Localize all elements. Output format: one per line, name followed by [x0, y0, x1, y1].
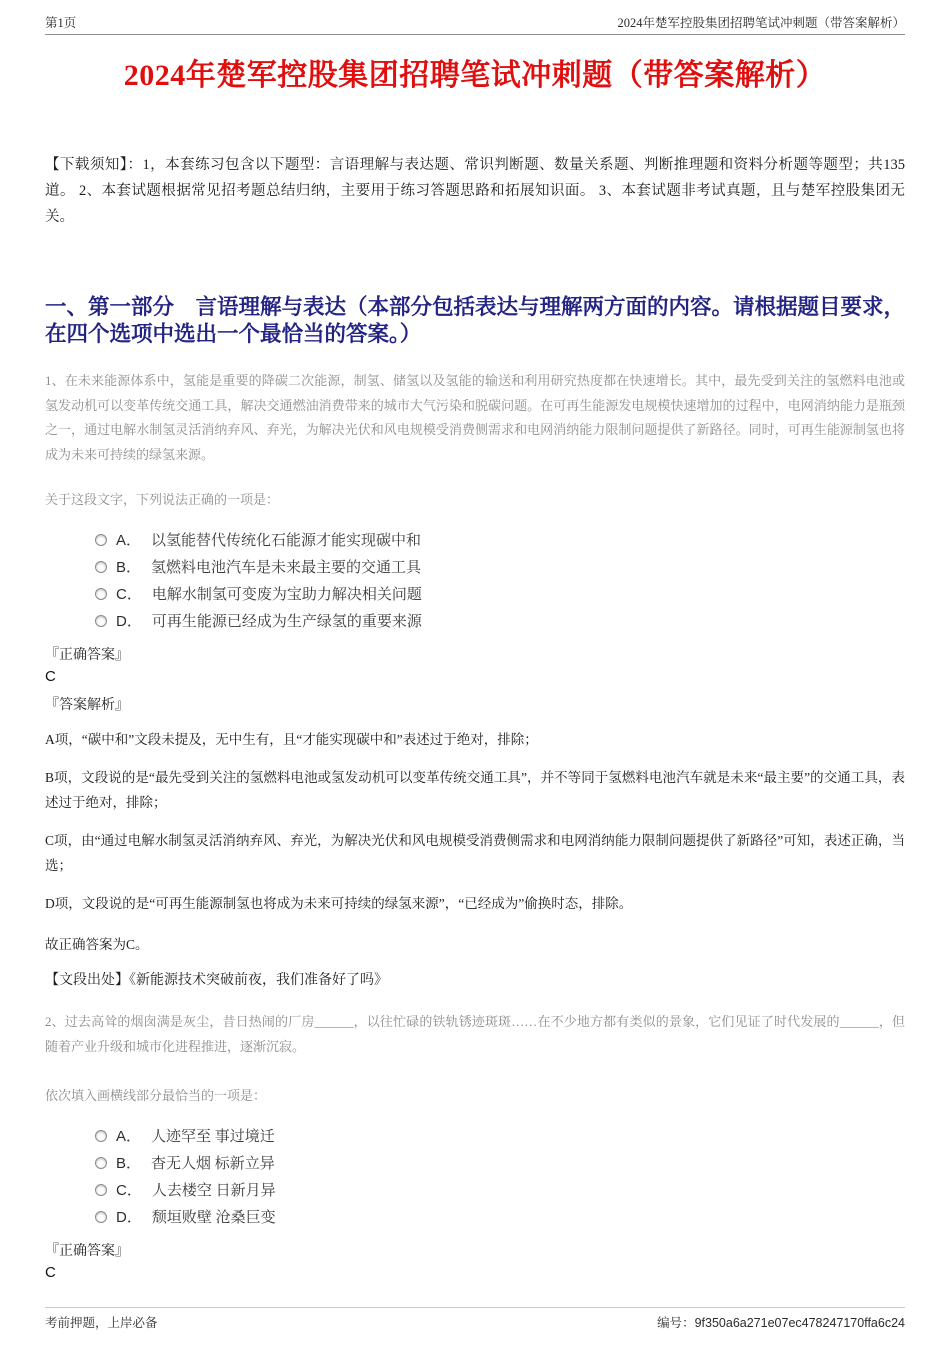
- correct-answer-label: 『正确答案』: [45, 648, 129, 663]
- header-doc-name: 2024年楚军控股集团招聘笔试冲刺题（带答案解析）: [617, 16, 905, 30]
- analysis-label: 『答案解析』: [45, 698, 129, 713]
- option-letter: C．: [116, 586, 142, 603]
- analysis-paragraph-c: C项，由“通过电解水制氢灵活消纳弃风、弃光，为解决光伏和风电规模受消费侧需求和电网消纳能力限制问题提供了新路径”可知，表述正确，当选；: [45, 833, 905, 873]
- radio-button[interactable]: [95, 1184, 107, 1196]
- answer-conclusion: 故正确答案为C。: [45, 937, 149, 952]
- option-row-c[interactable]: [45, 1176, 905, 1203]
- option-row-a[interactable]: [45, 526, 905, 553]
- option-text: 电解水制氢可变废为宝助力解决相关问题: [151, 587, 422, 603]
- question-stem: 关于这段文字，下列说法正确的一项是：: [45, 492, 280, 507]
- section-heading: 一、第一部分 言语理解与表达（本部分包括表达与理解两方面的内容。请根据题目要求，在四个选项中选出一个最恰当的答案。）: [45, 295, 906, 346]
- option-row-d[interactable]: [45, 1203, 905, 1230]
- radio-button[interactable]: [95, 1211, 107, 1223]
- option-row-b[interactable]: [45, 553, 905, 580]
- footer-slogan: 考前押题，上岸必备: [45, 1316, 158, 1330]
- radio-button[interactable]: [95, 1157, 107, 1169]
- option-letter: A．: [116, 1128, 142, 1145]
- correct-answer-label: 『正确答案』: [45, 1244, 129, 1259]
- analysis-paragraph-d: D项，文段说的是“可再生能源制氢也将成为未来可持续的绿氢来源”，“已经成为”偷换时态，排除。: [45, 896, 633, 911]
- option-text: 以氢能替代传统化石能源才能实现碳中和: [151, 533, 422, 549]
- analysis-paragraph-a: A项，“碳中和”文段未提及，无中生有，且“才能实现碳中和”表述过于绝对，排除；: [45, 732, 538, 747]
- question-body: 2、过去高耸的烟囱满是灰尘，昔日热闹的厂房______，以往忙碌的铁轨锈迹斑斑……在不少地方都有类似的景象，它们见证了时代发展的______，但随着产业升级和城市化进程推进，逐渐沉寂。: [45, 1014, 905, 1054]
- page-title: 2024年楚军控股集团招聘笔试冲刺题（带答案解析）: [123, 59, 827, 92]
- question-1: [45, 369, 905, 989]
- option-letter: D．: [116, 613, 142, 630]
- correct-answer-value: C: [45, 1264, 56, 1281]
- page-number: 第1页: [45, 16, 77, 30]
- footer-serial: 编号：9f350a6a271e07ec478247170ffa6c24: [657, 1316, 905, 1330]
- question-1-options: [45, 526, 905, 634]
- page-footer: [45, 1307, 905, 1331]
- page-header: [45, 0, 905, 35]
- option-text: 颓垣败壁 沧桑巨变: [151, 1210, 276, 1226]
- correct-answer-value: C: [45, 668, 56, 685]
- radio-button[interactable]: [95, 1130, 107, 1142]
- question-2: [45, 1010, 905, 1281]
- option-text: 人迹罕至 事过境迁: [151, 1129, 275, 1145]
- option-row-a[interactable]: [45, 1122, 905, 1149]
- option-row-c[interactable]: [45, 580, 905, 607]
- option-text: 人去楼空 日新月异: [151, 1183, 276, 1199]
- option-letter: C．: [116, 1182, 142, 1199]
- option-letter: B．: [116, 1155, 142, 1172]
- question-stem: 依次填入画横线部分最恰当的一项是：: [45, 1088, 267, 1103]
- radio-button[interactable]: [95, 534, 107, 546]
- analysis-paragraph-b: B项，文段说的是“最先受到关注的氢燃料电池或氢发动机可以变革传统交通工具”，并不等同于氢燃料电池汽车就是未来“最主要”的交通工具，表述过于绝对，排除；: [45, 770, 905, 810]
- option-text: 氢燃料电池汽车是未来最主要的交通工具: [151, 560, 422, 576]
- option-letter: D．: [116, 1209, 142, 1226]
- passage-source: 【文段出处】《新能源技术突破前夜，我们准备好了吗》: [45, 973, 388, 988]
- radio-button[interactable]: [95, 561, 107, 573]
- download-notice: 【下载须知】：1，本套练习包含以下题型：言语理解与表达题、常识判断题、数量关系题、判断推理题和资料分析题等题型；共135道。 2、本套试题根据常见招考题总结归纳，主要用于练习答题思路和拓展知识面。 3、本套试题非考试真题，且与楚军控股集团无关。: [45, 157, 905, 225]
- option-row-d[interactable]: [45, 607, 905, 634]
- question-body: 1、在未来能源体系中，氢能是重要的降碳二次能源，制氢、储氢以及氢能的输送和利用研究热度都在快速增长。其中，最先受到关注的氢燃料电池或氢发动机可以变革传统交通工具，解决交通燃油消费带来的城市大气污染和脱碳问题。在可再生能源发电规模快速增加的过程中，电网消纳能力是瓶颈之一，通过电解水制氢灵活消纳弃风、弃光，为解决光伏和风电规模受消费侧需求和电网消纳能力限制问题提供了新路径。同时，可再生能源制氢也将成为未来可持续的绿氢来源。: [45, 373, 905, 462]
- option-text: 杳无人烟 标新立异: [151, 1156, 275, 1172]
- option-text: 可再生能源已经成为生产绿氢的重要来源: [151, 614, 422, 630]
- option-letter: A．: [116, 532, 142, 549]
- option-row-b[interactable]: [45, 1149, 905, 1176]
- question-2-options: [45, 1122, 905, 1230]
- radio-button[interactable]: [95, 588, 107, 600]
- option-letter: B．: [116, 559, 142, 576]
- radio-button[interactable]: [95, 615, 107, 627]
